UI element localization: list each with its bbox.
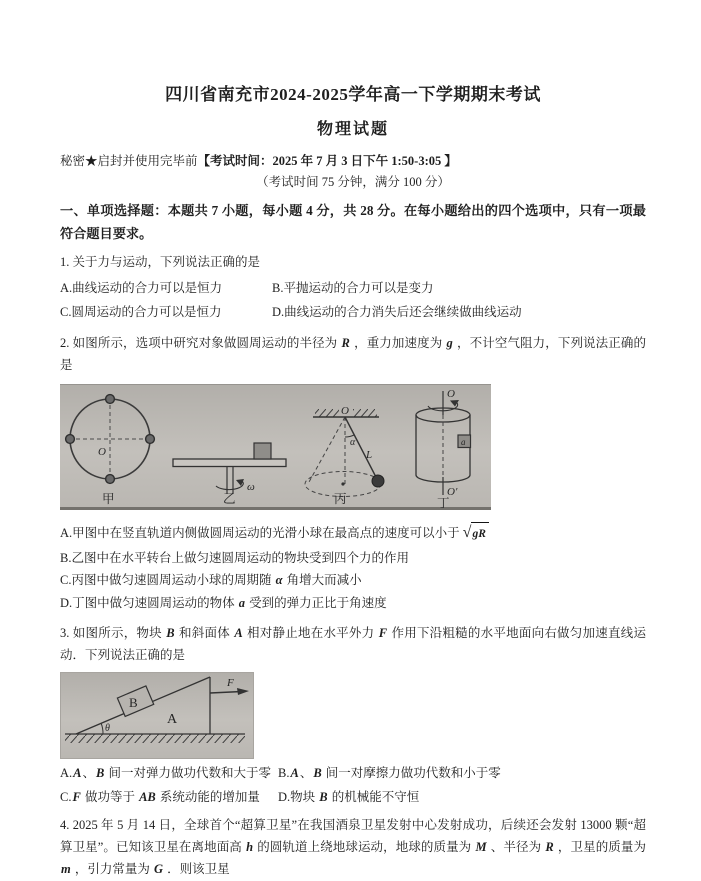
label-bottom-o: O′ [447,485,458,498]
page-subtitle: 物理试题 [316,121,389,138]
option-3a: A.A、B 间一对弹力做功代数和大于零 [60,765,271,780]
question-4 [60,815,646,881]
duration-line: （考试时间 75 分钟，满分 100 分） [256,175,450,189]
question-3-figure [60,672,254,759]
incline-figure [61,673,253,758]
exam-time-bracket: 【考试时间：2025 年 7 月 3 日下午 1:50-3:05 】 [197,154,457,168]
label-alpha: α [350,436,356,448]
option-1c: C.圆周运动的合力可以是恒力 [60,305,222,320]
question-2-number: 2. [60,335,70,350]
label-top-o: O [447,387,455,400]
option-1a: A.曲线运动的合力可以是恒力 [60,281,223,296]
label-force-f: F [227,676,234,689]
subfigure-bing [305,405,384,506]
label-theta: θ [105,722,110,734]
subfigure-ding [416,388,471,508]
option-3b: B.A、B 间一对摩擦力做功代数和小于零 [278,765,501,780]
question-1-stem: 1. 关于力与运动，下列说法正确的是 [60,255,261,270]
question-1-number: 1. [60,255,70,270]
option-2c: C.丙图中做匀速圆周运动小球的周期随 α 角增大而减小 [60,573,362,588]
question-3-number: 3. [60,625,70,640]
question-1 [60,252,646,323]
question-3-stem: 3. 如图所示，物块 B 和斜面体 A 相对静止地在水平外力 F 作用下沿粗糙的水平地面向右做匀加速直线运动．下列说法正确的是 [60,625,646,662]
circular-motion-figure [60,385,491,508]
option-2b: B.乙图中在水平转台上做匀速圆周运动的物块受到四个力的作用 [60,551,409,566]
question-1-options [60,279,646,323]
subfigure-yi [173,443,286,506]
secrecy-prefix: 秘密★启封并使用完毕前 [60,154,198,168]
label-center-o: O [98,445,106,458]
label-wedge-a: A [167,711,178,727]
option-1d: D.曲线运动的合力消失后还会继续做曲线运动 [272,305,522,320]
question-4-stem: 4. 2025 年 5 月 14 日，全球首个“超算卫星”在我国酒泉卫星发射中心发射成功，后续还会发射 13000 颗“超算卫星”。已知该卫星在离地面高 h 的圆轨道上绕地球运动，地球的质量为 M 、半径为 R ，卫星的质量为 m ，引力常量为 G ．则该卫星 [60,818,646,877]
option-3d: D.物块 B 的机械能不守恒 [278,789,420,804]
question-3-options [60,764,646,808]
question-4-number: 4. [60,818,70,833]
option-1b: B.平抛运动的合力可以是变力 [272,281,434,296]
label-string-l: L [366,448,373,461]
page-title: 四川省南充市2024-2025学年高一下学期期末考试 [165,85,541,104]
option-3c: C.F 做功等于 AB 系统动能的增加量 [60,789,260,804]
question-3 [60,623,646,808]
question-2-stem: 2. 如图所示，选项中研究对象做圆周运动的半径为 R ，重力加速度为 g ，不计空气阻力，下列说法正确的是 [60,335,646,372]
question-2-options [60,519,646,614]
label-block-a: a [461,436,466,447]
section-heading: 一、单项选择题：本题共 7 小题，每小题 4 分，共 28 分。在每小题给出的四个选项中，只有一项最符合题目要求。 [60,203,646,242]
option-2a: A.甲图中在竖直轨道内侧做圆周运动的光滑小球在最高点的速度可以小于 √gR [60,519,646,547]
label-omega: ω [247,480,255,493]
label-yi: 乙 [223,491,236,506]
label-pivot-o: O [341,404,349,417]
subfigure-jia [66,394,155,505]
label-bing: 丙 [334,491,347,506]
label-ding: 丁 [437,496,450,508]
sqrt-gr-expression: √gR [463,519,489,547]
option-2d: D.丁图中做匀速圆周运动的物体 a 受到的弹力正比于角速度 [60,595,387,610]
label-jia: 甲 [102,491,115,506]
secrecy-line [60,151,646,169]
question-2-figure [60,384,491,510]
question-2 [60,333,646,614]
label-block-b: B [129,694,138,710]
